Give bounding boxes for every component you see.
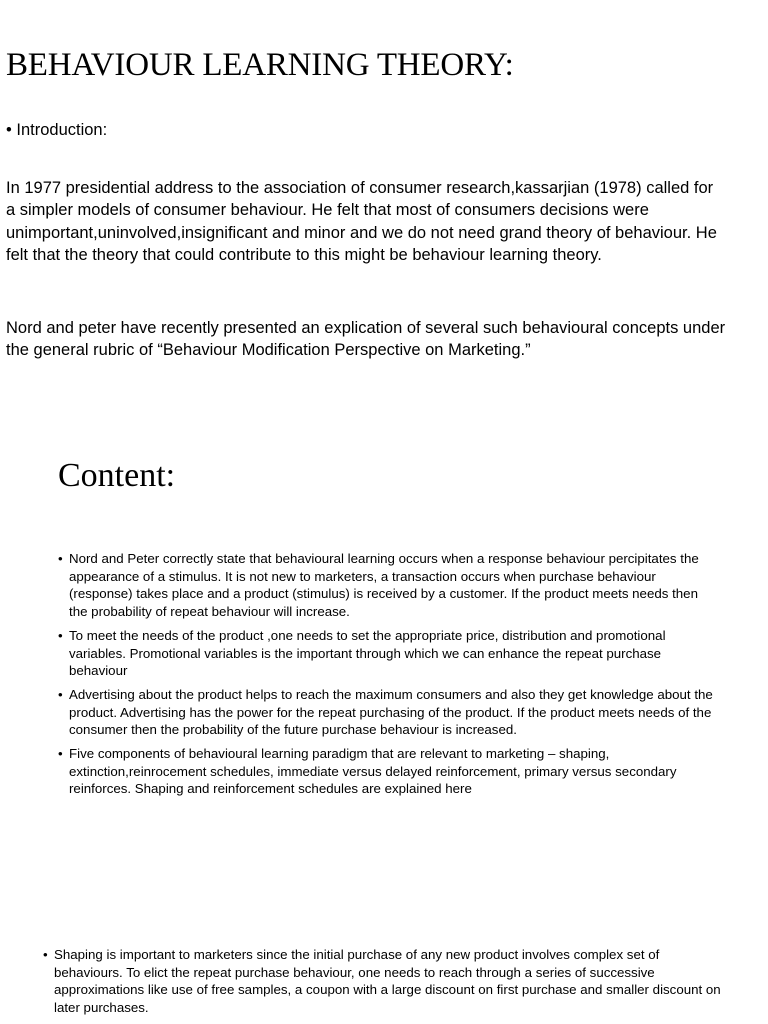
bullet-dot-icon: • <box>58 551 63 566</box>
bullet-dot-icon: • <box>6 121 12 139</box>
list-item <box>58 745 718 798</box>
bullet-dot-icon: • <box>58 627 63 643</box>
intro-paragraph-1: In 1977 presidential address to the association of consumer research,kassarjian (1978) called for a simpler models of consumer behaviour. He felt that most of consumers decisions were unimportant,uninvolved,insignificant and minor and we do not need grand theory of behaviour. He felt that the theory that could contribute to this might be behaviour learning theory. <box>6 179 717 264</box>
intro-paragraph-2: Nord and peter have recently presented an explication of several such behavioural concepts under the general rubric of “Behaviour Modification Perspective on Marketing.” <box>6 319 726 360</box>
slide-title: Content: <box>58 457 176 494</box>
list-item <box>58 686 718 739</box>
slide-behaviour-learning-theory <box>0 0 768 420</box>
list-item <box>58 550 718 621</box>
bullet-dot-icon: • <box>58 746 63 762</box>
list-item-text: To meet the needs of the product ,one needs to set the appropriate price, distribution and promotional variables. Promotional variables is the important through which we can enhance the repeat purchase behaviour <box>69 627 666 679</box>
shaping-bullet-list <box>43 946 723 1017</box>
list-item <box>43 946 723 1017</box>
slide-content <box>0 440 768 1024</box>
intro-bullet <box>6 119 107 141</box>
list-item <box>58 627 718 680</box>
list-item-text: Shaping is important to marketers since the initial purchase of any new product involves complex set of behaviours. To elict the repeat purchase behaviour, one needs to reach through a series of successive approximations like use of free samples, a coupon with a large discount on first purchase and smaller discount on later purchases. <box>54 947 721 1016</box>
list-item-text: Advertising about the product helps to reach the maximum consumers and also they get knowledge about the product. Advertising has the power for the repeat purchasing of the product. If the product meets needs of the consumer then the probability of the future purchase behaviour is increased. <box>69 686 713 738</box>
list-item-text: Five components of behavioural learning paradigm that are relevant to marketing – shaping, extinction,reinrocement schedules, immediate versus delayed reinforcement, primary versus secondary reinforces. Shaping and reinforcement schedules are explained here <box>69 746 677 797</box>
bullet-dot-icon: • <box>43 947 48 962</box>
list-item-text: Nord and Peter correctly state that behavioural learning occurs when a response behaviour percipitates the appearance of a stimulus. It is not new to marketers, a transaction occurs when purchase behaviour (response) takes place and a product (stimulus) is received by a customer. If the product meets needs then the probability of repeat behaviour will increase. <box>69 551 699 620</box>
intro-bullet-label: Introduction: <box>16 121 108 139</box>
content-bullet-list <box>58 550 718 798</box>
bullet-dot-icon: • <box>58 686 63 702</box>
slide-title: BEHAVIOUR LEARNING THEORY: <box>6 47 514 83</box>
